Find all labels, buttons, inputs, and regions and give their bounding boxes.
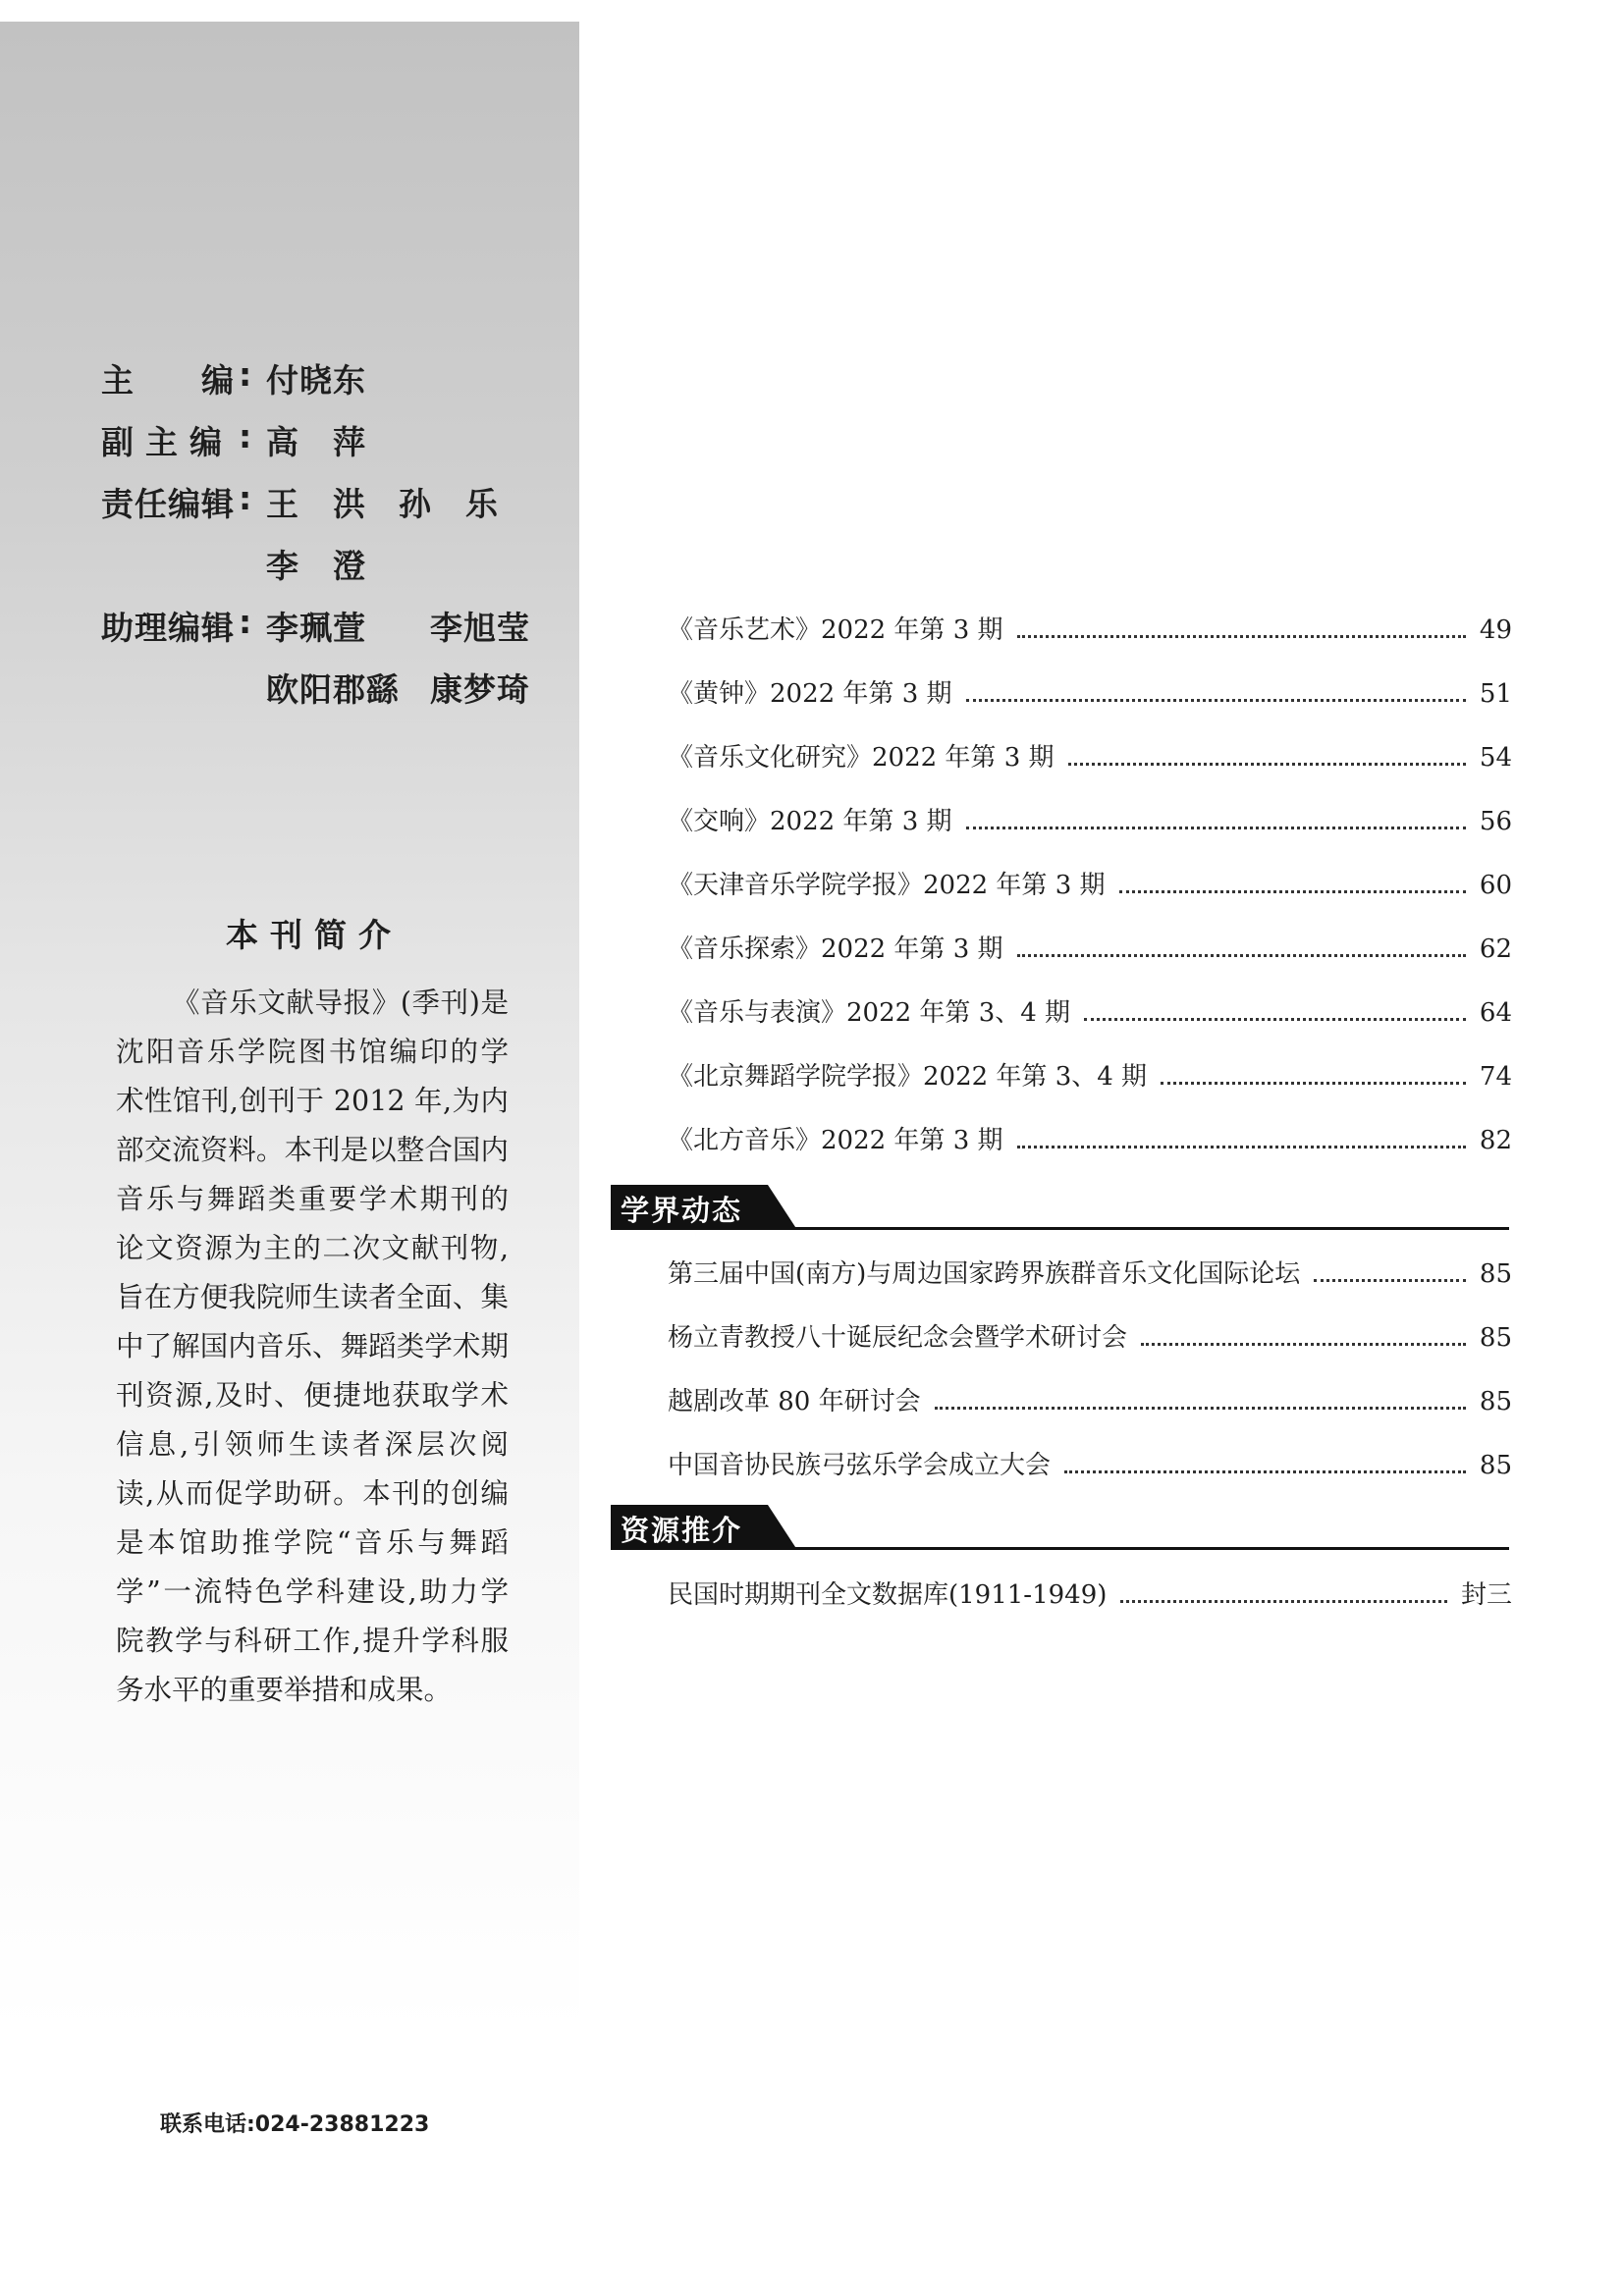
toc-entry[interactable] (668, 992, 1512, 1032)
intro-line: 是本馆助推学院“音乐与舞蹈 (116, 1526, 509, 1559)
toc-title: 第三届中国(南方)与周边国家跨界族群音乐文化国际论坛 (668, 1259, 1301, 1289)
toc-entry[interactable] (668, 1445, 1512, 1484)
intro-line: 论文资源为主的二次文献刊物, (116, 1232, 509, 1264)
dot-leader (1314, 1278, 1466, 1282)
dot-leader (1161, 1081, 1466, 1085)
staff-name: 李旭莹 (430, 609, 530, 647)
toc-page: 64 (1479, 998, 1512, 1028)
toc-page: 62 (1479, 934, 1512, 964)
staff-name: 李珮萱 (266, 609, 366, 647)
staff-name: 孙 乐 (399, 485, 499, 523)
toc-title: 中国音协民族弓弦乐学会成立大会 (668, 1451, 1052, 1480)
staff-name: 欧阳郡繇 (266, 670, 400, 709)
toc-entry[interactable] (668, 737, 1512, 776)
intro-line: 《音乐文献导报》(季刊)是 (172, 987, 509, 1019)
staff-colon: : (239, 603, 253, 641)
staff-name: 王 洪 (266, 485, 366, 523)
staff-name: 康梦琦 (430, 670, 530, 709)
toc-page: 85 (1479, 1259, 1512, 1289)
dot-leader (1120, 1599, 1447, 1603)
toc-page: 56 (1479, 807, 1512, 836)
toc-entry[interactable] (668, 1575, 1512, 1614)
intro-line: 中了解国内音乐、舞蹈类学术期 (116, 1330, 509, 1362)
intro-line: 务水平的重要举措和成果。 (116, 1674, 453, 1706)
section-header-academic-news (611, 1185, 1509, 1230)
toc-entry[interactable] (668, 929, 1512, 968)
staff-role: 助理编辑 (101, 609, 235, 647)
intro-text (116, 979, 509, 1715)
toc-entry[interactable] (668, 865, 1512, 904)
intro-line: 旨在方便我院师生读者全面、集 (116, 1281, 509, 1313)
toc-page: 51 (1479, 679, 1512, 709)
toc-title: 民国时期期刊全文数据库(1911-1949) (668, 1580, 1108, 1610)
dot-leader (1017, 1145, 1466, 1148)
staff-name: 付晓东 (266, 361, 366, 400)
section-header-resources (611, 1505, 1509, 1550)
toc-title: 《音乐探索》2022 年第 3 期 (668, 934, 1003, 964)
dot-leader (935, 1406, 1466, 1410)
dot-leader (1141, 1342, 1466, 1346)
staff-colon: : (239, 417, 253, 455)
staff-names (266, 479, 499, 525)
staff-colon: : (239, 479, 253, 517)
toc-entry[interactable] (668, 1120, 1512, 1159)
toc-title: 《交响》2022 年第 3 期 (668, 807, 952, 836)
staff-names (266, 603, 530, 649)
toc-page: 74 (1479, 1062, 1512, 1092)
dot-leader (966, 698, 1466, 702)
dot-leader (1084, 1017, 1466, 1021)
toc-title: 《音乐艺术》2022 年第 3 期 (668, 615, 1003, 645)
toc-title: 《北方音乐》2022 年第 3 期 (668, 1126, 1003, 1155)
intro-line: 读,从而促学助研。本刊的创编 (116, 1477, 509, 1510)
dot-leader (1119, 889, 1466, 893)
intro-line: 部交流资料。本刊是以整合国内 (116, 1134, 509, 1166)
dot-leader (1017, 634, 1466, 638)
toc-page: 49 (1479, 615, 1512, 645)
toc-entry[interactable] (668, 1254, 1512, 1293)
staff-names (266, 417, 366, 463)
dot-leader (1017, 953, 1466, 957)
toc-title: 越剧改革 80 年研讨会 (668, 1387, 921, 1416)
intro-line: 刊资源,及时、便捷地获取学术 (116, 1379, 509, 1412)
toc-title: 《北京舞蹈学院学报》2022 年第 3、4 期 (668, 1062, 1148, 1092)
dot-leader (966, 826, 1466, 829)
staff-names (266, 355, 366, 401)
toc-entry[interactable] (668, 1056, 1512, 1095)
section-rule (792, 1547, 1509, 1550)
staff-name: 高 萍 (266, 423, 366, 461)
intro-line: 学”一流特色学科建设,助力学 (116, 1575, 509, 1608)
section-heading: 学界动态 (621, 1194, 743, 1227)
toc-page: 60 (1479, 871, 1512, 900)
staff-names (266, 541, 366, 587)
intro-line: 信息,引领师生读者深层次阅 (116, 1428, 509, 1461)
contact-phone: 联系电话:024-23881223 (160, 2112, 430, 2137)
toc-entry[interactable] (668, 1317, 1512, 1357)
staff-name: 李 澄 (266, 547, 366, 585)
toc-entry[interactable] (668, 801, 1512, 840)
toc-page: 82 (1479, 1126, 1512, 1155)
toc-entry[interactable] (668, 610, 1512, 649)
toc-title: 《黄钟》2022 年第 3 期 (668, 679, 952, 709)
toc-title: 杨立青教授八十诞辰纪念会暨学术研讨会 (668, 1323, 1128, 1353)
toc-page: 85 (1479, 1323, 1512, 1353)
toc-title: 《天津音乐学院学报》2022 年第 3 期 (668, 871, 1106, 900)
intro-line: 院教学与科研工作,提升学科服 (116, 1625, 509, 1657)
intro-line: 音乐与舞蹈类重要学术期刊的 (116, 1183, 509, 1215)
sidebar-panel (0, 22, 579, 2296)
toc-page: 封三 (1460, 1580, 1512, 1610)
staff-role: 责任编辑 (101, 485, 235, 523)
staff-names (266, 665, 530, 711)
intro-line: 术性馆刊,创刊于 2012 年,为内 (116, 1085, 509, 1117)
toc-title: 《音乐文化研究》2022 年第 3 期 (668, 743, 1055, 773)
intro-line: 沈阳音乐学院图书馆编印的学 (116, 1036, 509, 1068)
intro-title: 本刊简介 (226, 916, 403, 954)
dot-leader (1064, 1469, 1466, 1473)
toc-page: 54 (1479, 743, 1512, 773)
toc-entry[interactable] (668, 1381, 1512, 1420)
staff-colon: : (239, 355, 253, 394)
toc-entry[interactable] (668, 673, 1512, 713)
toc-title: 《音乐与表演》2022 年第 3、4 期 (668, 998, 1071, 1028)
dot-leader (1068, 762, 1466, 766)
staff-role: 主 编 (101, 361, 235, 400)
section-heading: 资源推介 (621, 1514, 743, 1547)
toc-page: 85 (1479, 1451, 1512, 1480)
section-rule (792, 1227, 1509, 1230)
toc-page: 85 (1479, 1387, 1512, 1416)
staff-role: 副主编 (101, 423, 234, 461)
